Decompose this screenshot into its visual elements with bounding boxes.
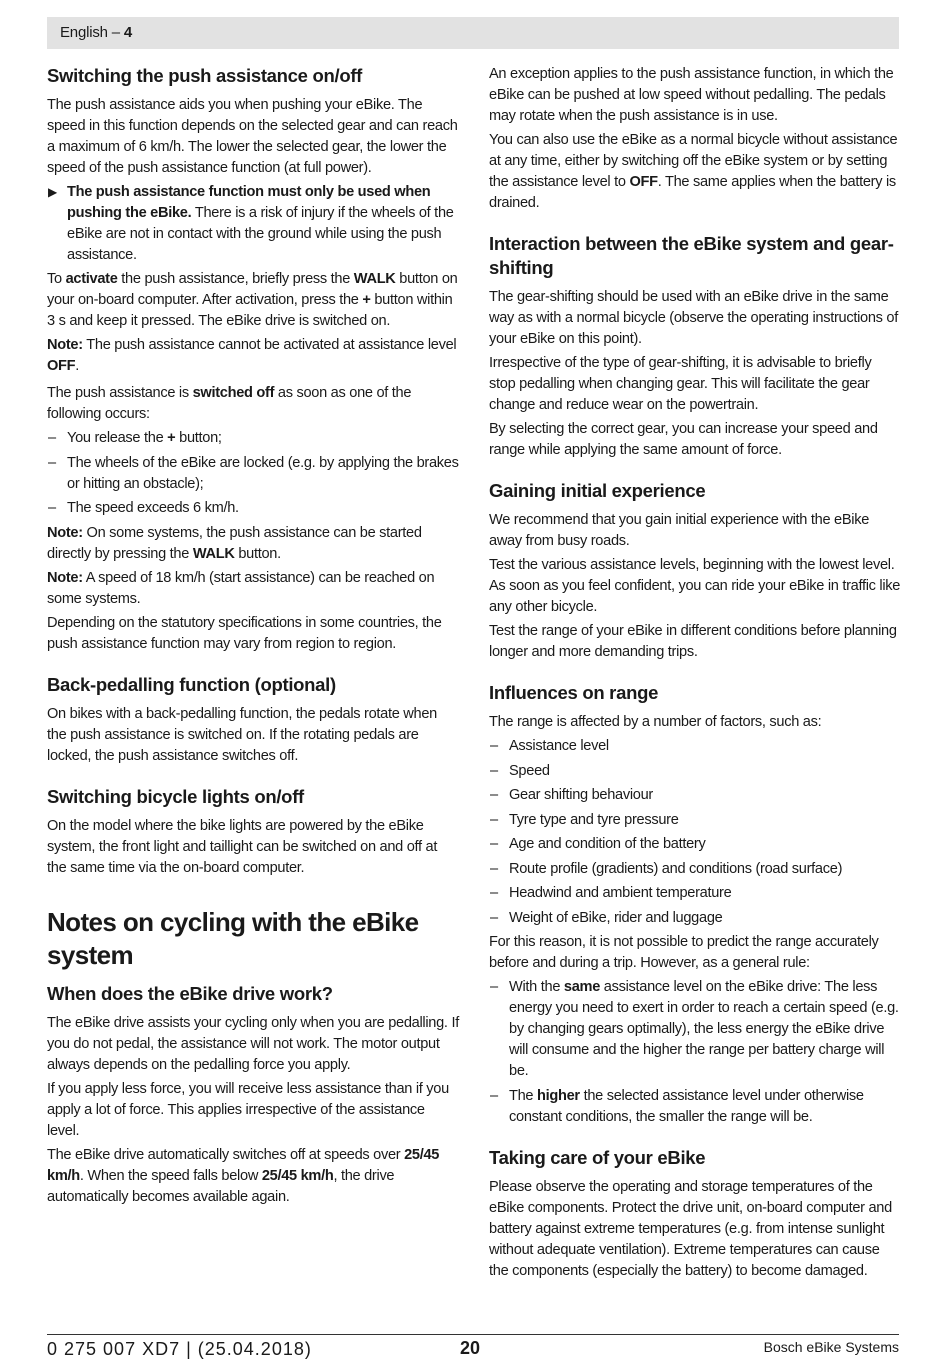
header-language: English [60,24,108,41]
header-separator: – [107,24,124,41]
section-title-drive-work: When does the eBike drive work? [47,982,333,1004]
list-item: – The wheels of the eBike are locked (e.g. by applying the brakes or hitting an obstacle); [47,453,459,495]
section-title-bicycle-lights: Switching bicycle lights on/off [47,785,304,807]
paragraph-normal-bicycle: You can also use the eBike as a normal bicycle without assistance at any time, either by switching off the eBike system or by setting the assistance level to OFF. The same applies when the battery is drained. [489,132,898,211]
footer-doc-code: 0 275 007 XD7 | (25.04.2018) [47,1339,312,1359]
paragraph: Test the range of your eBike in different conditions before planning longer and more demanding trips. [489,623,897,660]
right-column [489,64,901,1285]
warning-bold: The push assistance function must only be used when pushing the eBike. [67,184,431,221]
warning-item [47,182,459,266]
paragraph-activate: To activate the push assistance, briefly press the WALK button on your on-board computer. After activation, press the + button within 3 s and keep it pressed. The eBike drive is switched on. [47,271,458,329]
section-title-gear-shifting: Interaction between the eBike system and gear-shifting [489,233,894,278]
list-item: – Speed [489,761,901,782]
paragraph: We recommend that you gain initial experience with the eBike away from busy roads. [489,512,870,549]
page-header [47,17,899,49]
list-item: – You release the + button; [47,428,459,449]
paragraph-switched-off: The push assistance is switched off as soon as one of the following occurs: [47,385,412,422]
range-factors-list [489,736,901,929]
footer-page-number: 20 [460,1338,481,1358]
paragraph: The push assistance aids you when pushing your eBike. The speed in this function depends on the selected gear and can reach a maximum of 6 km/h. The lower the selected gear, the lower the speed of the push assistance function (at full power). [47,97,458,176]
paragraph: The eBike drive assists your cycling only when you are pedalling. If you do not pedal, the assistance will not work. The motor output always depends on the pedalling force you apply. [47,1014,459,1073]
list-item: – Route profile (gradients) and conditions (road surface) [489,859,901,880]
paragraph: On bikes with a back-pedalling function, the pedals rotate when the push assistance is switched on. If the rotating pedals are locked, the push assistance switches off. [47,705,437,764]
range-rules-list [489,977,901,1128]
section-title-initial-experience: Gaining initial experience [489,480,706,501]
warning-text: There is a risk of injury if the wheels of the eBike are not in contact with the ground while using the push assistance. [67,205,454,263]
paragraph: The gear-shifting should be used with an eBike drive in the same way as with a normal bicycle (observe the operating instructions of your eBike on this point). [489,289,898,347]
triangle-right-icon: ▶ [48,185,57,199]
paragraph: By selecting the correct gear, you can increase your speed and range while applying the same amount of force. [489,421,878,458]
section-title-care: Taking care of your eBike [489,1147,706,1168]
footer-brand: Bosch eBike Systems [763,1339,899,1355]
list-item: – The higher the selected assistance level under otherwise constant conditions, the smaller the range will be. [489,1086,901,1128]
paragraph: On the model where the bike lights are powered by the eBike system, the front light and taillight can be switched on and off at the same time via the on-board computer. [47,817,438,876]
list-item: – Headwind and ambient temperature [489,883,901,904]
section-title-range: Influences on range [489,682,659,703]
list-item: – Gear shifting behaviour [489,785,901,806]
paragraph: If you apply less force, you will receive less assistance than if you apply a lot of force. This applies irrespective of the assistance level. [47,1080,449,1139]
paragraph: Please observe the operating and storage temperatures of the eBike components. Protect the drive unit, on-board computer and battery against extreme temperatures (e.g. from intense sunlight without adequate ventilation). Extreme temperatures can cause the components (especially the battery) to become damaged. [489,1179,892,1279]
header-label [60,24,132,41]
section-title-back-pedalling: Back-pedalling function (optional) [47,673,336,695]
paragraph: Irrespective of the type of gear-shifting, it is advisable to briefly stop pedalling when changing gear. This will facilitate the gear change and reduce wear on the powertrain. [489,355,872,413]
list-item: – Assistance level [489,736,901,757]
list-item: – Weight of eBike, rider and luggage [489,908,901,929]
list-item: – Age and condition of the battery [489,834,901,855]
left-column [47,64,459,1211]
section-title-push-assistance: Switching the push assistance on/off [47,65,363,86]
list-item: – With the same assistance level on the eBike drive: The less energy you need to exert in order to reach a certain speed (e.g. by changing gears optimally), the less energy the eBike drive will consume and the higher the range per battery charge will be. [489,977,901,1082]
note-2: Note: On some systems, the push assistance can be started directly by pressing the WALK button. [47,524,422,562]
paragraph-speed: The eBike drive automatically switches off at speeds over 25/45 km/h. When the speed falls below 25/45 km/h, the drive automatically becomes available again. [47,1146,440,1205]
list-item: – Tyre type and tyre pressure [489,810,901,831]
note-3: Note: A speed of 18 km/h (start assistance) can be reached on some systems. [47,569,435,607]
switch-off-list [47,428,459,519]
paragraph: For this reason, it is not possible to predict the range accurately before and during a trip. However, as a general rule: [489,934,879,971]
note-1: Note: The push assistance cannot be activated at assistance level OFF. [47,337,457,374]
paragraph: The range is affected by a number of factors, such as: [489,714,822,730]
paragraph: Depending on the statutory specifications in some countries, the push assistance function may vary from region to region. [47,614,442,652]
list-item: – The speed exceeds 6 km/h. [47,498,459,519]
paragraph: An exception applies to the push assistance function, in which the eBike can be pushed at low speed without pedalling. The pedals may rotate when the push assistance is in use. [489,66,894,124]
footer-divider [47,1334,899,1335]
paragraph: Test the various assistance levels, beginning with the lowest level. As soon as you feel confident, you can ride your eBike in traffic like any other bicycle. [489,557,901,615]
header-page: 4 [123,24,133,41]
chapter-title: Notes on cycling with the eBike system [47,906,419,970]
